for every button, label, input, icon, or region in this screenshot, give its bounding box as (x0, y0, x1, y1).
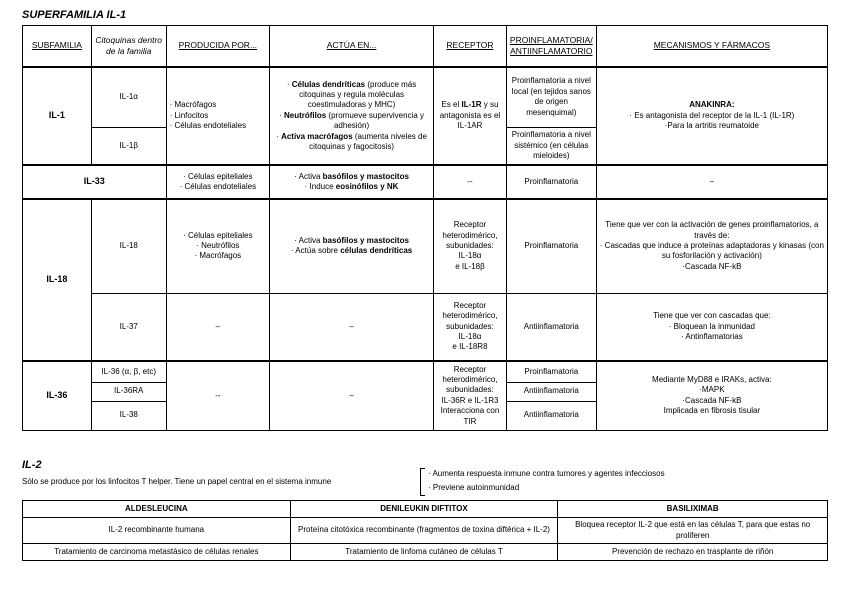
il33-mecanismos: – (596, 165, 827, 199)
header-pro: PROINFLAMATORIA/ ANTIINFLAMATORIO (506, 26, 596, 68)
il33-actua-a1: Activa (298, 171, 323, 181)
il1-actua-c2: (aumenta niveles de citoquinas y fagocitosis) (309, 131, 427, 151)
il2-aldesleucina-use: Tratamiento de carcinoma metastásico de células renales (23, 544, 291, 561)
il33-actua-b2: eosinófilos y NK (335, 182, 399, 191)
il2-basiliximab-mechanism: Bloquea receptor IL-2 que está en las células T, para que estas no proliferen (558, 518, 828, 544)
il1-actua-c1: Activa macrófagos (281, 131, 353, 141)
il1-mecanismos (596, 67, 827, 165)
il2-header-denileukin: DENILEUKIN DIFTITOX (290, 501, 558, 518)
il1-actua-b2: (promueve supervivencia y adhesión) (326, 110, 425, 131)
il37-pro: Antiinflamatoria (506, 293, 596, 361)
il1-receptor-a: Es el (441, 100, 462, 110)
il1-producida: · Macrófagos · Linfocitos · Células endoteliales (166, 67, 270, 165)
il18-actua-c: · Actúa sobre (290, 246, 341, 256)
table-header-row (23, 26, 828, 68)
il1b-cytokine: IL-1β (91, 127, 166, 165)
header-citoquinas: Citoquinas dentro de la familia (91, 26, 166, 68)
il1-mec-title: ANAKINRA: (689, 100, 735, 110)
il33-actua: · Activa basófilos y mastocitos · Induce eosinófilos y NK (270, 165, 434, 199)
il37-mecanismos: Tiene que ver con cascadas que: · Bloquean la inmunidad · Antinflamatorias (596, 293, 827, 361)
il1a-cytokine: IL-1α (91, 67, 166, 127)
table-row-il36 (23, 361, 828, 382)
il1-actua: · Células dendríticas (produce más citoquinas y regula moléculas coestimuladoras y MHC) · Neutrófilos (promueve supervivencia y adhesión) · Activa macrófagos (aumenta niveles de citoquinas y fagocitosis) (270, 67, 434, 165)
il37-producida: – (166, 293, 270, 361)
il37-cytokine: IL-37 (91, 293, 166, 361)
il36-pro: Proinflamatoria (506, 361, 596, 382)
header-receptor: RECEPTOR (434, 26, 507, 68)
il18-actua-d: células dendríticas (340, 246, 413, 256)
header-actua: ACTÚA EN... (270, 26, 434, 68)
il2-basiliximab-use: Prevención de rechazo en trasplante de riñón (558, 544, 828, 561)
il1-superfamily-table (22, 25, 828, 431)
il36-actua: – (270, 361, 434, 430)
il33-producida: · Células epiteliales · Células endoteliales (166, 165, 270, 199)
il36-receptor: Receptor heterodimérico, subunidades: IL-36R e IL-1R3 Interacciona con TIR (434, 361, 507, 430)
table-row-il33 (23, 165, 828, 199)
il2-brace (420, 468, 425, 496)
il18-receptor: Receptor heterodimérico, subunidades: IL-18α e IL-18β (434, 199, 507, 293)
header-mecanismos: MECANISMOS Y FÁRMACOS (596, 26, 827, 68)
il2-row-use (23, 544, 828, 561)
il2-title: IL-2 (22, 459, 42, 471)
table-row-il18 (23, 199, 828, 293)
il38-cytokine: IL-38 (91, 401, 166, 430)
header-subfamilia: SUBFAMILIA (23, 26, 92, 68)
il1-pro1: Proinflamatoria a nivel local (en tejidos sanos de origen mesenquimal) (506, 67, 596, 127)
il2-row-mechanism (23, 518, 828, 544)
il33-receptor: -- (434, 165, 507, 199)
il1-receptor-b: IL-1R (461, 100, 482, 110)
superfamily-title: SUPERFAMILIA IL-1 (22, 9, 127, 21)
il2-header-row (23, 501, 828, 518)
il33-actua-b1: Induce (309, 182, 336, 191)
table-row-il37 (23, 293, 828, 361)
il2-header-basiliximab: BASILIXIMAB (558, 501, 828, 518)
il18-actua (270, 199, 434, 293)
il1-actua-b1: Neutrófilos (283, 110, 327, 120)
il33-subfamily: IL-33 (23, 165, 167, 199)
il37-receptor: Receptor heterodimérico, subunidades: IL-18α e IL-18R8 (434, 293, 507, 361)
il36ra-pro: Antiinflamatoria (506, 382, 596, 401)
il38-pro: Antiinflamatoria (506, 401, 596, 430)
il2-drugs-table (22, 500, 828, 561)
il18-cytokine: IL-18 (91, 199, 166, 293)
il18-pro: Proinflamatoria (506, 199, 596, 293)
il18-mecanismos: Tiene que ver con la activación de genes proinflamatorios, a través de: · Cascadas que induce a proteínas adaptadoras y kinasas (con su fosforilación y activación) ·Cascada NF-kB (596, 199, 827, 293)
il18-producida: · Células epiteliales · Neutrófilos · Macrófagos (166, 199, 270, 293)
il1-subfamily: IL-1 (23, 67, 92, 165)
il1-receptor-c: y su antagonista es el IL-1AR (439, 100, 501, 131)
table-row-il1a (23, 67, 828, 127)
il2-denileukin-use: Tratamiento de linfoma cutáneo de células T (290, 544, 558, 561)
il2-bullet-2: · Previene autoinmunidad (428, 483, 520, 492)
il36-cytokine: IL-36 (α, β, etc) (91, 361, 166, 382)
header-producida: PRODUCIDA POR... (166, 26, 270, 68)
il2-bullet-1: · Aumenta respuesta inmune contra tumores y agentes infecciosos (428, 469, 665, 478)
il2-aldesleucina-mechanism: IL-2 recombinante humana (23, 518, 291, 544)
il1-mec-body: · Es antagonista del receptor de la IL-1 (IL-1R) ·Para la artritis reumatoide (629, 110, 795, 131)
il37-actua: – (270, 293, 434, 361)
il33-pro: Proinflamatoria (506, 165, 596, 199)
il2-denileukin-mechanism: Proteína citotóxica recombinante (fragmentos de toxina diftérica + IL-2) (290, 518, 558, 544)
il1-pro2: Proinflamatoria a nivel sistémico (en células mieloides) (506, 127, 596, 165)
il2-header-aldesleucina: ALDESLEUCINA (23, 501, 291, 518)
il36-mecanismos: Mediante MyD88 e IRAKs, activa: ·MAPK ·Cascada NF-kB Implicada en fibrosis tisular (596, 361, 827, 430)
il18-actua-b: basófilos y mastocitos (322, 235, 409, 245)
il36-subfamily: IL-36 (23, 361, 92, 430)
il18-subfamily: IL-18 (23, 199, 92, 361)
il1-actua-a1: Células dendríticas (291, 79, 366, 89)
il2-description: Sólo se produce por los linfocitos T helper. Tiene un papel central en el sistema inmune (22, 477, 332, 486)
il33-actua-a2: basófilos y mastocitos (322, 171, 409, 181)
il36-producida: -- (166, 361, 270, 430)
il1-receptor (434, 67, 507, 165)
il18-actua-a: · Activa (294, 235, 323, 245)
il36ra-cytokine: IL-36RA (91, 382, 166, 401)
il1-actua-a2: (produce más citoquinas y regula moléculas coestimuladoras y MHC) (299, 79, 417, 110)
